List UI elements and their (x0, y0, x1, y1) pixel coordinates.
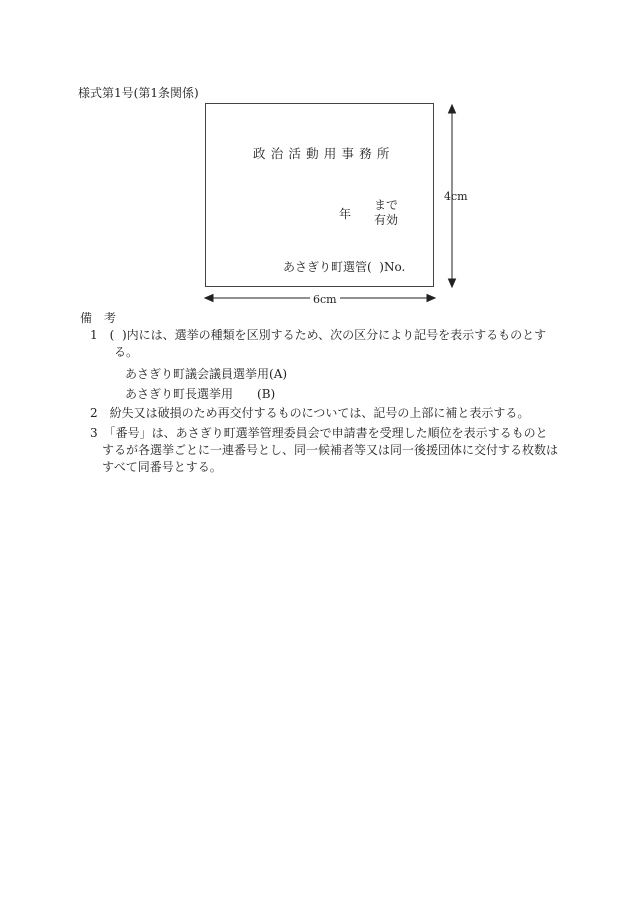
category-label: あさぎり町長選挙用 (125, 387, 234, 401)
validity-until-label: まで (374, 198, 399, 212)
validity-valid-label: 有効 (374, 213, 399, 227)
arrow-up-icon (449, 105, 456, 113)
note-1-line-2: る。 (114, 345, 139, 359)
serial-number-label: あさぎり町選管( )No. (283, 260, 406, 274)
validity-year-label: 年 (339, 207, 352, 221)
height-dimension-label: 4cm (444, 190, 468, 203)
category-label: あさぎり町議会議員選挙用 (125, 367, 270, 381)
note-2: 2 紛失又は破損のため再交付するものについては、記号の上部に補と表示する。 (90, 406, 530, 420)
form-title: 様式第1号(第1条関係) (78, 86, 199, 100)
category-mayor-election (125, 385, 275, 402)
note-1-line-1: 1 ( )内には、選挙の種類を区別するため、次の区分により記号を表示するものとす (90, 328, 547, 342)
arrow-down-icon (449, 279, 456, 287)
category-council-election (125, 365, 287, 382)
category-code: (A) (269, 367, 288, 381)
notes-heading: 備 考 (80, 311, 117, 325)
note-3-line-3: すべて同番号とする。 (102, 460, 222, 474)
category-code: (B) (257, 387, 276, 401)
width-dimension-label: 6cm (310, 293, 340, 306)
arrow-left-icon (205, 295, 213, 302)
arrow-right-icon (427, 295, 435, 302)
note-3-line-1: 3 「番号」は、あさぎり町選挙管理委員会で申請書を受理した順位を表示するものと (90, 426, 548, 440)
sign-title: 政治活動用事務所 (253, 146, 395, 161)
note-3-line-2: するが各選挙ごとに一連番号とし、同一候補者等又は同一後援団体に交付する枚数は (102, 443, 559, 457)
